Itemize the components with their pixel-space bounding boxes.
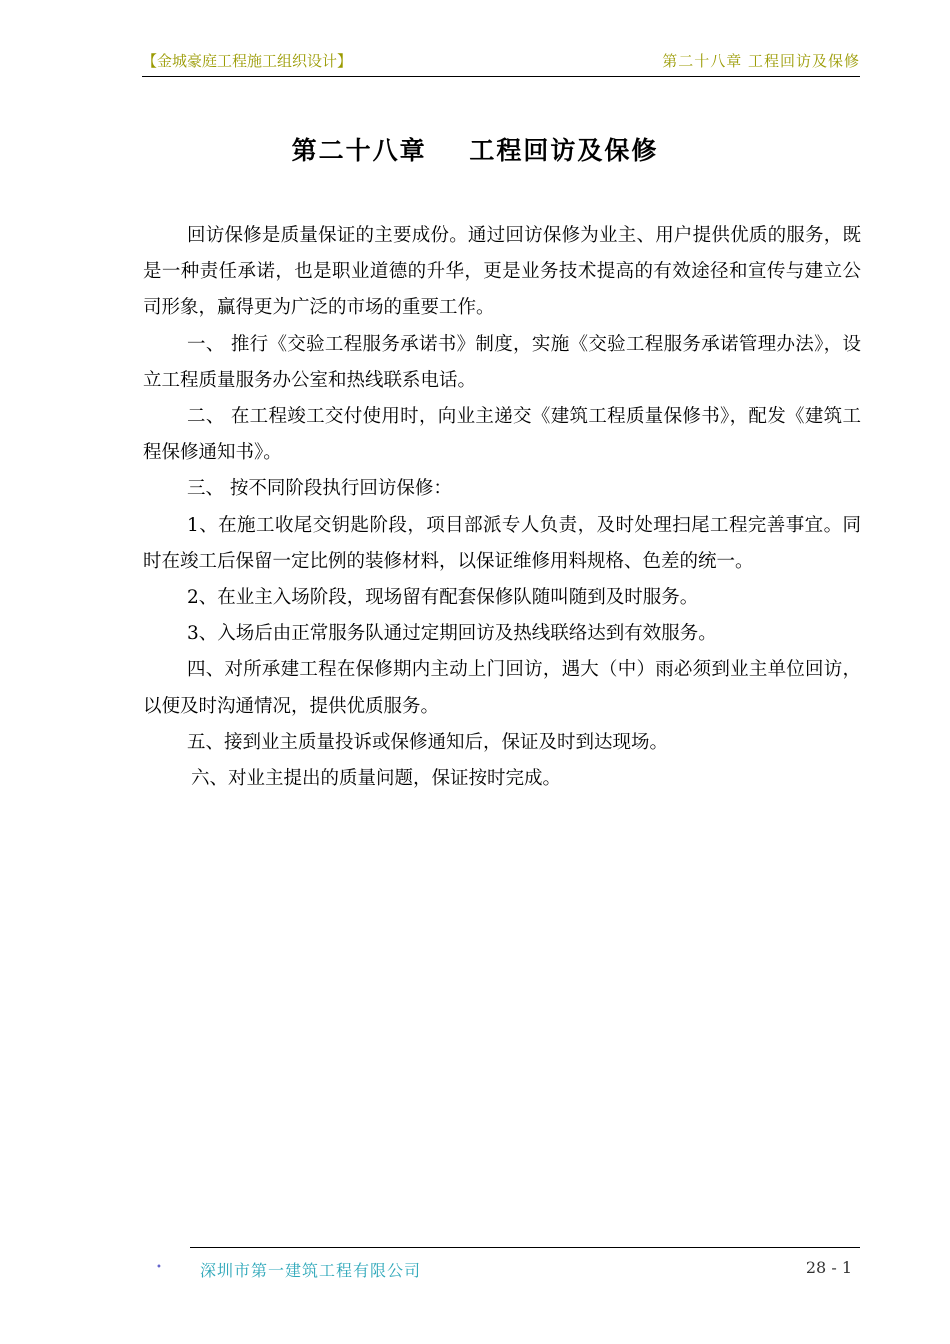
footer-bullet-icon: • [156, 1262, 162, 1273]
item-four-paragraph: 四、对所承建工程在保修期内主动上门回访，遇大（中）雨必须到业主单位回访，以便及时沟通情况，提供优质服务。 [143, 659, 861, 717]
item-two-paragraph: 二、 在工程竣工交付使用时，向业主递交《建筑工程质量保修书》，配发《建筑工程保修通知书》。 [143, 406, 861, 464]
item-six-paragraph: 六、对业主提出的质量问题，保证按时完成。 [191, 768, 562, 790]
subitem-two-paragraph: 2、在业主入场阶段，现场留有配套保修队随叫随到及时服务。 [187, 587, 699, 609]
header-divider [142, 76, 860, 77]
header-document-title: 【金城豪庭工程施工组织设计】 [142, 52, 353, 70]
header-chapter-title: 第二十八章 工程回访及保修 [662, 52, 860, 70]
subitem-one-paragraph: 1、在施工收尾交钥匙阶段，项目部派专人负责，及时处理扫尾工程完善事宜。同时在竣工后保留一定比例的装修材料，以保证维修用料规格、色差的统一。 [143, 514, 861, 572]
intro-paragraph: 回访保修是质量保证的主要成份。通过回访保修为业主、用户提供优质的服务，既是一种责任承诺，也是职业道德的升华，更是业务技术提高的有效途径和宣传与建立公司形象，赢得更为广泛的市场的重要工作。 [143, 225, 861, 319]
item-five-paragraph: 五、接到业主质量投诉或保修通知后，保证及时到达现场。 [187, 731, 669, 753]
chapter-body [143, 218, 861, 797]
item-one-paragraph: 一、 推行《交验工程服务承诺书》制度，实施《交验工程服务承诺管理办法》，设立工程质量服务办公室和热线联系电话。 [143, 333, 861, 391]
subitem-three-paragraph: 3、入场后由正常服务队通过定期回访及热线联络达到有效服务。 [187, 623, 717, 645]
footer-company-name: 深圳市第一建筑工程有限公司 [200, 1261, 422, 1280]
footer-divider [190, 1247, 860, 1248]
item-three-paragraph: 三、 按不同阶段执行回访保修： [187, 478, 452, 500]
page-header [142, 50, 860, 74]
page-title: 第二十八章 工程回访及保修 [291, 136, 659, 165]
footer-page-number: 28 - 1 [805, 1258, 852, 1277]
